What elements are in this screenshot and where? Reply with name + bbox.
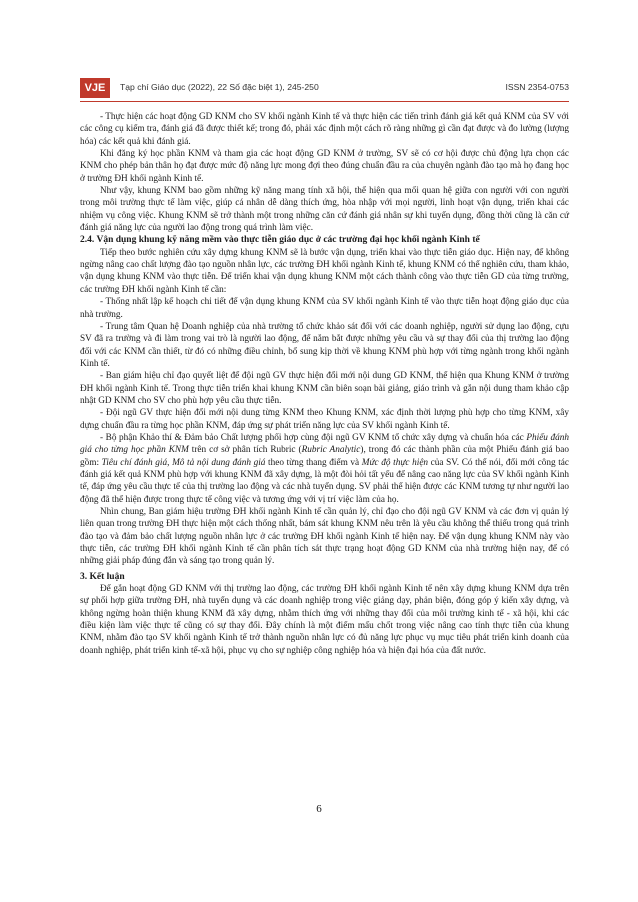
text-run: của SV. Có thể nói, đổi mới công tác đánh giá kết quả KNM phù hợp với khung KNM đã xây dựng, là một đòi hỏi tất yếu để nâng cao năng lực của SV khối ngành Kinh tế, đáp ứng yêu cầu thực tế của thị trường lao động và các nhà tuyển dụng. SV phải thể hiện được các KNM tương tự như người lao động đã thể hiện được trong thực tế công việc và tương ứng với vị trí việc làm của họ. — [80, 457, 569, 505]
italic-term: Tiêu chí đánh giá — [101, 457, 168, 468]
page-number: 6 — [316, 803, 322, 815]
journal-logo: VJE — [80, 78, 110, 98]
italic-term: Rubric Analytic — [301, 445, 361, 456]
paragraph: Tiếp theo bước nghiên cứu xây dựng khung KNM sẽ là bước vận dụng, triển khai vào thực tiễn giáo dục. Hiện nay, để không ngừng nâng cao chất lượng đào tạo nguồn nhân lực, các trường ĐH khối ngành Kinh tế, khung KNM có thể nghiên cứu, tham khảo, vận dụng khung KNM vào thực tiễn. Để triển khai vận dụng khung KNM một cách thành công vào thực tiễn GD của từng trường, các trường ĐH khối ngành Kinh tế cần: — [80, 247, 569, 295]
header-divider — [80, 101, 569, 102]
journal-citation: Tạp chí Giáo dục (2022), 22 Số đặc biệt 1), 245-250 — [120, 82, 319, 92]
paragraph — [80, 432, 569, 506]
section-heading-3: 3. Kết luận — [80, 571, 125, 582]
paragraph: Nhìn chung, Ban giám hiệu trường ĐH khối ngành Kinh tế cần quản lý, chỉ đạo cho đội ngũ GV KNM và các đơn vị quản lý liên quan trong trường ĐH thực hiện một cách thống nhất, bám sát khung KNM nêu trên là yêu cầu không thể thiếu trong quá trình đào tạo và đảm bảo chất lượng nguồn nhân lực ở các trường ĐH khối ngành Kinh tế hiện nay. Để vận dụng khung KNM này vào thực tiễn, các trường ĐH khối ngành Kinh tế cần phân tích sát thực trạng hoạt động GD KNM của nhà trường hiện nay, để có những giải pháp đúng đắn và sáng tạo trong quản lý. — [80, 507, 569, 567]
paragraph: - Ban giám hiệu chỉ đạo quyết liệt để đội ngũ GV thực hiện đổi mới nội dung GD KNM, thể hiện qua Khung KNM ở trường ĐH khối ngành Kinh tế. Trong thực tiễn triển khai khung KNM cần biên soạn bài giảng, giáo trình và gắn nội dung tham khảo cập nhật GD KNM cho SV cho phù hợp yêu cầu thực tiễn. — [80, 371, 569, 406]
paragraph: - Thực hiện các hoạt động GD KNM cho SV khối ngành Kinh tế và thực hiện các tiến trình đánh giá kết quả KNM của SV với các công cụ kiểm tra, đánh giá đã được thiết kế; trong đó, phải xác định một cách rõ ràng những gì cần đạt được và đo lường (lượng hóa) các kết quả khi đánh giá. — [80, 112, 569, 147]
paragraph: - Trung tâm Quan hệ Doanh nghiệp của nhà trường tổ chức khảo sát đối với các doanh nghiệp, người sử dụng lao động, cựu SV đã ra trường và đi làm trong vai trò là người lao động, để nắm bắt được những yêu cầu và sự thay đổi của thị trường lao động đối với các KNM cần thiết, từ đó có những điều chỉnh, bổ sung kịp thời về khung KNM phù hợp với từng ngành trong khối ngành Kinh tế. — [80, 321, 569, 369]
issn-label: ISSN 2354-0753 — [505, 82, 569, 92]
text-run: ), trong đó các thành phần của một Phiếu đánh giá bao gồm: — [80, 445, 569, 468]
italic-term: Mô tả nội dung đánh giá — [172, 457, 266, 468]
journal-header — [80, 78, 569, 98]
article-body — [80, 111, 569, 657]
paragraph: - Thống nhất lập kế hoạch chi tiết để vận dụng khung KNM của SV khối ngành Kinh tế vào thực tiễn hoạt động giáo dục của nhà trường. — [80, 297, 569, 320]
text-run: - Bộ phận Khảo thí & Đảm bảo Chất lượng phối hợp cùng đội ngũ GV KNM tổ chức xây dựng và chuẩn hóa các — [100, 432, 527, 443]
paragraph: Như vậy, khung KNM bao gồm những kỹ năng mang tính xã hội, thể hiện qua mối quan hệ giữa con người với con người trong môi trường thực tế làm việc, giúp cá nhân dễ dàng thích ứng, hòa nhập với mọi người, linh hoạt vận dụng, triển khai các nhiệm vụ công việc. Khung KNM sẽ trở thành một trong những căn cứ đánh giá nhân sự khi tuyển dụng, đồng thời cũng là căn cứ đánh giá năng lực của người lao động trong quá trình làm việc. — [80, 186, 569, 234]
paragraph: - Đội ngũ GV thực hiện đổi mới nội dung từng KNM theo Khung KNM, xác định thời lượng phù hợp cho từng KNM, xây dựng chuẩn đầu ra từng học phần KNM, đáp ứng sự phát triển năng lực của SV khối ngành Kinh tế. — [80, 408, 569, 431]
text-run: theo từng thang điểm và — [265, 457, 362, 468]
paragraph: Khi đăng ký học phần KNM và tham gia các hoạt động GD KNM ở trường, SV sẽ có cơ hội được chủ động lựa chọn các KNM cho phép bản thân họ đạt được mức độ năng lực mong đợi theo đúng chuẩn đầu ra của chuyên ngành đào tạo mà họ đang học ở trường ĐH khối ngành Kinh tế. — [80, 149, 569, 184]
section-heading-2-4: 2.4. Vận dụng khung kỹ năng mềm vào thực tiễn giáo dục ở các trường đại học khối ngành Kinh tế — [80, 235, 480, 246]
paragraph: Để gắn hoạt động GD KNM với thị trường lao động, các trường ĐH khối ngành Kinh tế nên xây dựng khung KNM dựa trên sự phối hợp giữa trường ĐH, nhà tuyển dụng và các doanh nghiệp trong việc giảng dạy, phản biện, đóng góp ý kiến xây dựng, và không ngừng hoàn thiện khung KNM đã xây dựng, nhằm thích ứng với những thay đổi của môi trường kinh tế - xã hội, khi các điều kiện làm việc thực tế cũng có sự thay đổi. Đây chính là một điểm mấu chốt trong việc nâng cao tính thực tiễn của khung KNM, nhằm đào tạo SV khối ngành Kinh tế trở thành nguồn nhân lực có đủ năng lực phục vụ mục tiêu phát triển kinh doanh của doanh nghiệp, phát triển kinh tế-xã hội, phục vụ cho sự nghiệp công nghiệp hóa và hiện đại hóa của đất nước. — [80, 584, 569, 656]
text-run: , — [167, 457, 173, 468]
italic-term: Phiếu đánh giá cho từng học phần KNM — [80, 432, 570, 456]
text-run: trên cơ sở phân tích Rubric ( — [188, 445, 302, 456]
italic-term: Mức độ thực hiện — [361, 457, 429, 468]
